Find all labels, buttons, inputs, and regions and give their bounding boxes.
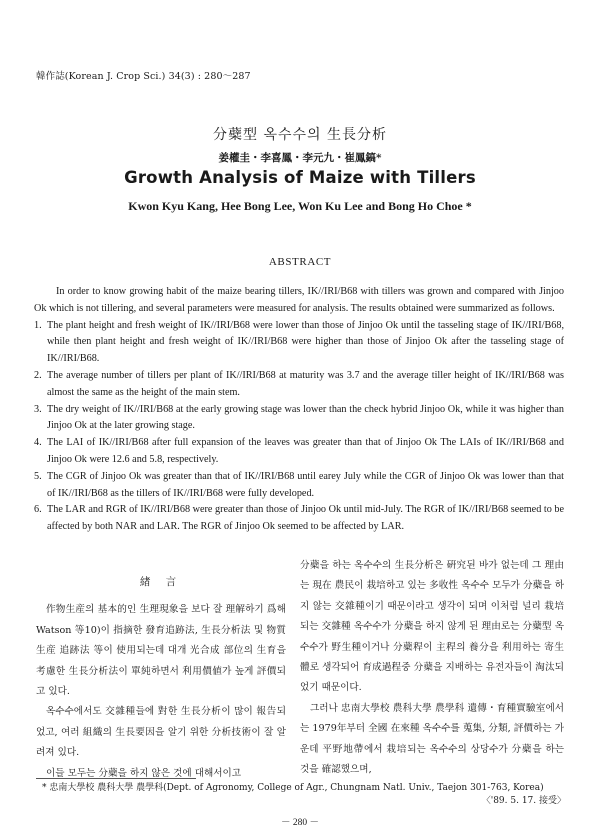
section-heading-introduction: 緖 言	[139, 576, 183, 588]
body-column-right	[300, 556, 564, 780]
body-paragraph: 作物生産의 基本的인 生理現象을 보다 잘 理解하기 爲해 Watson 等10)이 指摘한 發育追跡法, 生長分析法 및 物質生産 追跡法 等이 使用되는데 대개 光合成 部位의 生育을 考慮한 生長分析法이 單純하면서 利用價値가 높게 評價되고 있다.	[36, 604, 286, 698]
body-column-left	[36, 572, 286, 784]
result-text: The LAR and RGR of IK//IRI/B68 were greater than those of Jinjoo Ok until mid-July. The RGR of IK//IRI/B68 seemed to be affected by both NAR and LAR. The RGR of Jinjoo Ok seemed to be affected by LAR.	[47, 504, 564, 533]
title-english: Growth Analysis of Maize with Tillers	[124, 168, 476, 187]
footnote-divider	[36, 778, 196, 779]
footnote-affiliation: * 忠南大學校 農科大學 農學科(Dept. of Agronomy, College of Agr., Chungnam Natl. Univ., Taejon 301-763, Korea)	[42, 783, 544, 793]
body-paragraph: 이들 모두는 分蘗을 하지 않은 것에 대해서이고	[46, 767, 242, 779]
result-item-2	[34, 368, 564, 402]
result-text: The average number of tillers per plant of IK//IRI/B68 at maturity was 3.7 and the average tiller height of IK//IRI/B68 was almost the same as the height of the main stem.	[47, 369, 564, 398]
footnote	[42, 782, 566, 808]
abstract-body	[34, 284, 564, 536]
abstract-intro: In order to know growing habit of the maize bearing tillers, IK//IRI/B68 with tillers was grown and compared with Jinjoo Ok which is not tillering, and several parameters were measured for analysis. The results obtained were summarized as follows.	[34, 286, 564, 314]
abstract-heading: ABSTRACT	[268, 256, 332, 268]
result-number: 6.	[34, 504, 42, 516]
results-list	[34, 318, 564, 536]
result-item-6	[34, 502, 564, 536]
result-number: 1.	[34, 319, 42, 331]
result-number: 4.	[34, 437, 42, 449]
result-number: 2.	[34, 369, 42, 381]
result-text: The CGR of Jinjoo Ok was greater than that of IK//IRI/B68 until earey July while the CGR of Jinjoo Ok was lower than that of IK//IRI/B68 as the tillers of IK//IRI/B68 were fully developed.	[47, 470, 564, 499]
journal-reference: 韓作誌(Korean J. Crop Sci.) 34(3) : 280～287	[36, 71, 251, 82]
result-item-4	[34, 435, 564, 469]
body-paragraph: 옥수수에서도 交雜種들에 對한 生長分析이 많이 報告되었고, 여러 組織의 生長要因을 알기 위한 分析技術이 잘 알려져 있다.	[36, 706, 286, 759]
result-number: 5.	[34, 470, 42, 482]
authors-korean: 姜權圭・李喜鳳・李元九・崔鳳鎬*	[218, 152, 382, 164]
page-number: － 280 －	[280, 818, 319, 828]
result-item-3	[34, 402, 564, 436]
result-text: The dry weight of IK//IRI/B68 at the early growing stage was lower than the check hybrid Jinjoo Ok, while it was higher than Jinjoo Ok at the later growing stage.	[47, 403, 564, 432]
result-number: 3.	[34, 403, 42, 415]
title-korean: 分蘗型 옥수수의 生長分析	[213, 127, 387, 143]
authors-english: Kwon Kyu Kang, Hee Bong Lee, Won Ku Lee and Bong Ho Choe *	[128, 199, 472, 213]
received-date: 〈'89. 5. 17. 接受〉	[481, 796, 566, 806]
body-paragraph: 그러나 忠南大學校 農科大學 農學科 遺傳・育種實驗室에서는 1979年부터 全國 在來種 옥수수를 蒐集, 分類, 評價하는 가운데 平野地帶에서 栽培되는 옥수수의 상당수가 分蘗을 하는 것을 確認했으며,	[300, 702, 564, 776]
result-item-5	[34, 469, 564, 503]
result-text: The LAI of IK//IRI/B68 after full expansion of the leaves was greater than that of Jinjoo Ok The LAIs of IK//IRI/B68 and Jinjoo Ok were 12.6 and 5.8, respectively.	[47, 437, 564, 465]
result-item-1	[34, 318, 564, 368]
result-text: The plant height and fresh weight of IK//IRI/B68 were lower than those of Jinjoo Ok until the tasseling stage of IK//IRI/B68, while then plant height and fresh weight of IK//IRI/B68 were higher than those of Jinjoo Ok after the tasseling stage of IK//IRI/B68.	[47, 319, 564, 365]
body-paragraph: 分蘗을 하는 옥수수의 生長分析은 硏究된 바가 없는데 그 理由는 現在 農民이 栽培하고 있는 多收性 옥수수 모두가 分蘗을 하지 않는 交雜種이기 때문이라고 생각이 되며 이처럼 널리 栽培되는 交雜種 옥수수가 分蘗을 하지 않게 된 理由로는 分蘗型 옥수수가 野生種이거나 分蘗稈이 主稈의 養分을 利用하는 寄生體로 생각되어 育成過程중 分蘗을 지배하는 유전자들이 淘汰되었기 때문이다.	[300, 560, 564, 694]
